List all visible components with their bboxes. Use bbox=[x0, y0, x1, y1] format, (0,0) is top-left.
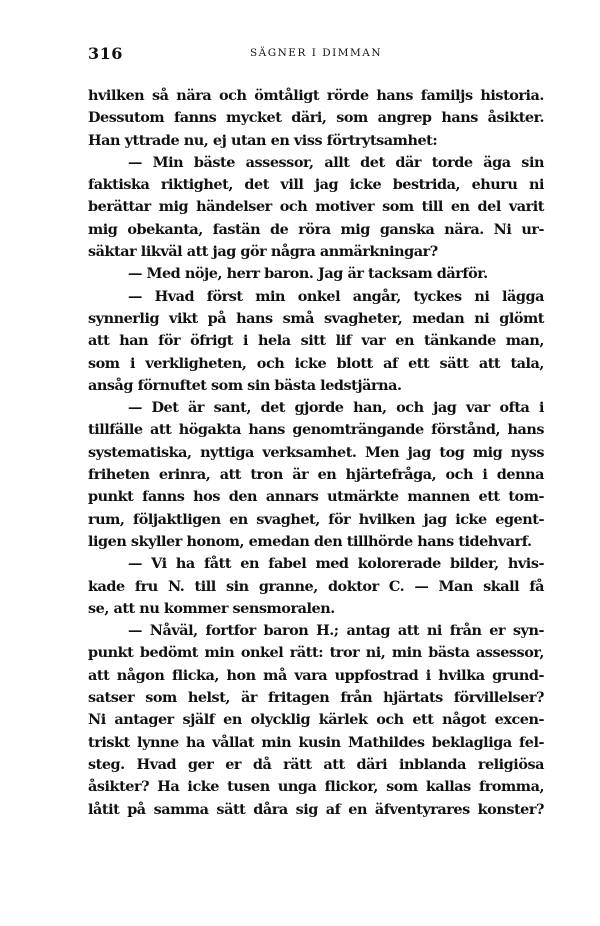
paragraph bbox=[88, 286, 544, 397]
text-line: friheten erinra, att tron är en hjärtefråga, och i denna bbox=[88, 466, 544, 484]
text-line: punkt fanns hos den annars utmärkte mannen ett tom- bbox=[88, 488, 544, 506]
text-line: som i verkligheten, och icke blott af ett sätt att tala, bbox=[88, 354, 544, 372]
body-text bbox=[88, 85, 544, 821]
text-line: säktar likväl att jag gör några anmärkningar? bbox=[88, 243, 438, 261]
text-line: — Med nöje, herr baron. Jag är tacksam därför. bbox=[128, 265, 488, 283]
text-line: se, att nu kommer sensmoralen. bbox=[88, 599, 335, 617]
paragraph bbox=[88, 152, 544, 263]
text-line: berättar mig händelser och motiver som till en del varit bbox=[88, 198, 544, 216]
text-line: satser som helst, är fritagen från hjärtats förvillelser? bbox=[88, 689, 544, 707]
text-line: åsikter? Ha icke tusen unga flickor, som kallas fromma, bbox=[88, 778, 544, 796]
text-line: Ni antager själf en olycklig kärlek och ett något excen- bbox=[88, 711, 544, 729]
book-page bbox=[88, 44, 544, 821]
text-line: kade fru N. till sin granne, doktor C. — Man skall få bbox=[88, 577, 544, 595]
text-line: tillfälle att högakta hans genomträngande förstånd, hans bbox=[88, 421, 544, 439]
paragraph bbox=[88, 553, 544, 620]
text-line: att någon flicka, hon må vara uppfostrad i hvilka grund- bbox=[88, 666, 544, 684]
text-line: hvilken så nära och ömtåligt rörde hans familjs historia. bbox=[88, 87, 544, 104]
text-line: steg. Hvad ger er då rätt att däri inblanda religiösa bbox=[88, 755, 544, 773]
text-line: — Min bäste assessor, allt det där torde äga sin bbox=[128, 153, 544, 171]
paragraph bbox=[88, 263, 544, 285]
text-line: faktiska riktighet, det vill jag icke bestrida, ehuru ni bbox=[88, 176, 544, 194]
text-line: — Nåväl, fortfor baron H.; antag att ni från er syn- bbox=[128, 622, 544, 640]
text-line: ansåg förnuftet som sin bästa ledstjärna. bbox=[88, 376, 402, 394]
text-line: att han för öfrigt i hela sitt lif var en tänkande man, bbox=[88, 332, 544, 350]
text-line: — Vi ha fått en fabel med kolorerade bilder, hvis- bbox=[128, 555, 544, 573]
text-line: — Hvad först min onkel angår, tyckes ni lägga bbox=[128, 287, 544, 305]
page-number: 316 bbox=[88, 44, 123, 63]
text-line: låtit på samma sätt dåra sig af en äfventyrares konster? bbox=[88, 800, 544, 818]
page-header bbox=[88, 44, 544, 66]
text-line: punkt bedömt min onkel rätt: tror ni, min bästa assessor, bbox=[88, 644, 544, 662]
paragraph bbox=[88, 620, 544, 821]
text-line: ligen skyller honom, emedan den tillhörde hans tidehvarf. bbox=[88, 532, 532, 550]
text-line: synnerlig vikt på hans små svagheter, medan ni glömt bbox=[88, 309, 544, 327]
text-line: Dessutom fanns mycket däri, som angrep hans åsikter. bbox=[88, 109, 544, 127]
paragraph bbox=[88, 397, 544, 553]
text-line: mig obekanta, fastän de röra mig ganska nära. Ni ur- bbox=[88, 220, 544, 238]
running-title: SÄGNER I DIMMAN bbox=[249, 47, 383, 59]
text-line: systematiska, nyttiga verksamhet. Men jag tog mig nyss bbox=[88, 443, 544, 461]
text-line: Han yttrade nu, ej utan en viss förtrytsamhet: bbox=[88, 131, 438, 149]
paragraph bbox=[88, 85, 544, 152]
text-line: triskt lynne ha vållat min kusin Mathildes beklagliga fel- bbox=[88, 733, 544, 751]
text-line: — Det är sant, det gjorde han, och jag var ofta i bbox=[128, 399, 544, 417]
text-line: rum, följaktligen en svaghet, för hvilken jag icke egent- bbox=[88, 510, 544, 528]
